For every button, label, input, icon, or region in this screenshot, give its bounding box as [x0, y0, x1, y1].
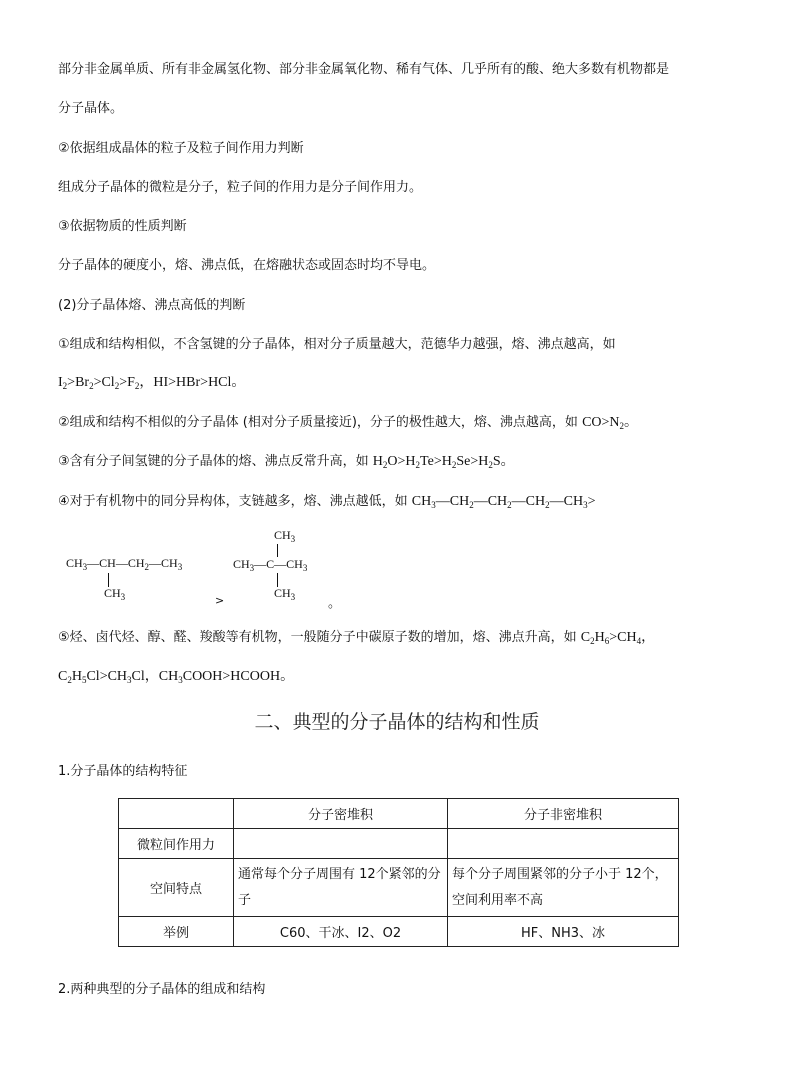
section-heading: 二、典型的分子晶体的结构和性质 — [254, 711, 540, 733]
paragraph-line — [58, 415, 638, 431]
formula: $CO>N_2$。 — [582, 415, 639, 431]
table-cell — [448, 829, 679, 859]
row-label: 举例 — [119, 917, 234, 947]
branched-structures: $CH_3—CH—CH_2—CH_3$ $CH_3$ > $CH_3$ $CH_3—C—CH_3$ $CH_3$ 。 — [66, 528, 342, 611]
table-corner — [119, 799, 234, 829]
paragraph-line: ①组成和结构相似，不含氢键的分子晶体，相对分子质量越大，范德华力越强，熔、沸点越高，如 — [58, 337, 616, 352]
paragraph-line: 部分非金属单质、所有非金属氢化物、部分非金属氧化物、稀有气体、几乎所有的酸、绝大多数有机物都是 — [58, 62, 670, 77]
row-label: 微粒间作用力 — [119, 829, 234, 859]
text-span: ③含有分子间氢键的分子晶体的熔、沸点反常升高，如 — [58, 454, 373, 469]
paragraph-line: ②依据组成晶体的粒子及粒子间作用力判断 — [58, 141, 304, 156]
structure-feature-table — [118, 798, 679, 947]
paragraph-line: 分子晶体的硬度小，熔、沸点低，在熔融状态或固态时均不导电。 — [58, 258, 436, 273]
paragraph-line: 分子晶体。 — [58, 101, 124, 116]
greater-than: > — [215, 594, 225, 607]
text-span: ⑤烃、卤代烃、醇、醛、羧酸等有机物，一般随分子中碳原子数的增加，熔、沸点升高，如 — [58, 630, 581, 645]
subsection-title: 2.两种典型的分子晶体的组成和结构 — [58, 982, 266, 997]
paragraph-line: ③依据物质的性质判断 — [58, 219, 187, 234]
paragraph-line: 组成分子晶体的微粒是分子，粒子间的作用力是分子间作用力。 — [58, 180, 423, 195]
formula: $C_2H_6>CH_4$， — [580, 630, 656, 646]
table-header: 分子密堆积 — [234, 799, 448, 829]
formula: $H_2O>H_2Te>H_2Se>H_2S$。 — [372, 454, 515, 470]
table-cell: C60、干冰、I2、O2 — [234, 917, 448, 947]
text-span: ②组成和结构不相似的分子晶体 (相对分子质量接近)，分子的极性越大，熔、沸点越高，如 — [58, 415, 583, 430]
formula: $CH_3—CH_2—CH_2—CH_2—CH_3>$ — [411, 494, 596, 510]
table-header: 分子非密堆积 — [448, 799, 679, 829]
paragraph-line — [58, 630, 655, 646]
paragraph-line — [58, 494, 595, 510]
row-label: 空间特点 — [119, 859, 234, 917]
structure-isopentane: $CH_3—CH—CH_2—CH_3$ — [66, 556, 183, 572]
paragraph-line: (2)分子晶体熔、沸点高低的判断 — [58, 298, 246, 313]
subsection-title: 1.分子晶体的结构特征 — [58, 764, 188, 779]
table-cell: 通常每个分子周围有 12个紧邻的分子 — [234, 859, 448, 917]
formula-line: $C_2H_5Cl>CH_3Cl$，$CH_3COOH>HCOOH$。 — [58, 669, 295, 685]
paragraph-line — [58, 454, 515, 470]
period: 。 — [328, 596, 342, 611]
table-cell — [234, 829, 448, 859]
table-cell: 每个分子周围紧邻的分子小于 12个，空间利用率不高 — [448, 859, 679, 917]
text-span: ④对于有机物中的同分异构体，支链越多，熔、沸点越低，如 — [58, 494, 412, 509]
formula-line: $I_2>Br_2>Cl_2>F_2$，HI>HBr>HCl。 — [58, 375, 246, 391]
table-cell: HF、NH3、冰 — [448, 917, 679, 947]
structure-neopentane: $CH_3$ — [274, 528, 296, 544]
